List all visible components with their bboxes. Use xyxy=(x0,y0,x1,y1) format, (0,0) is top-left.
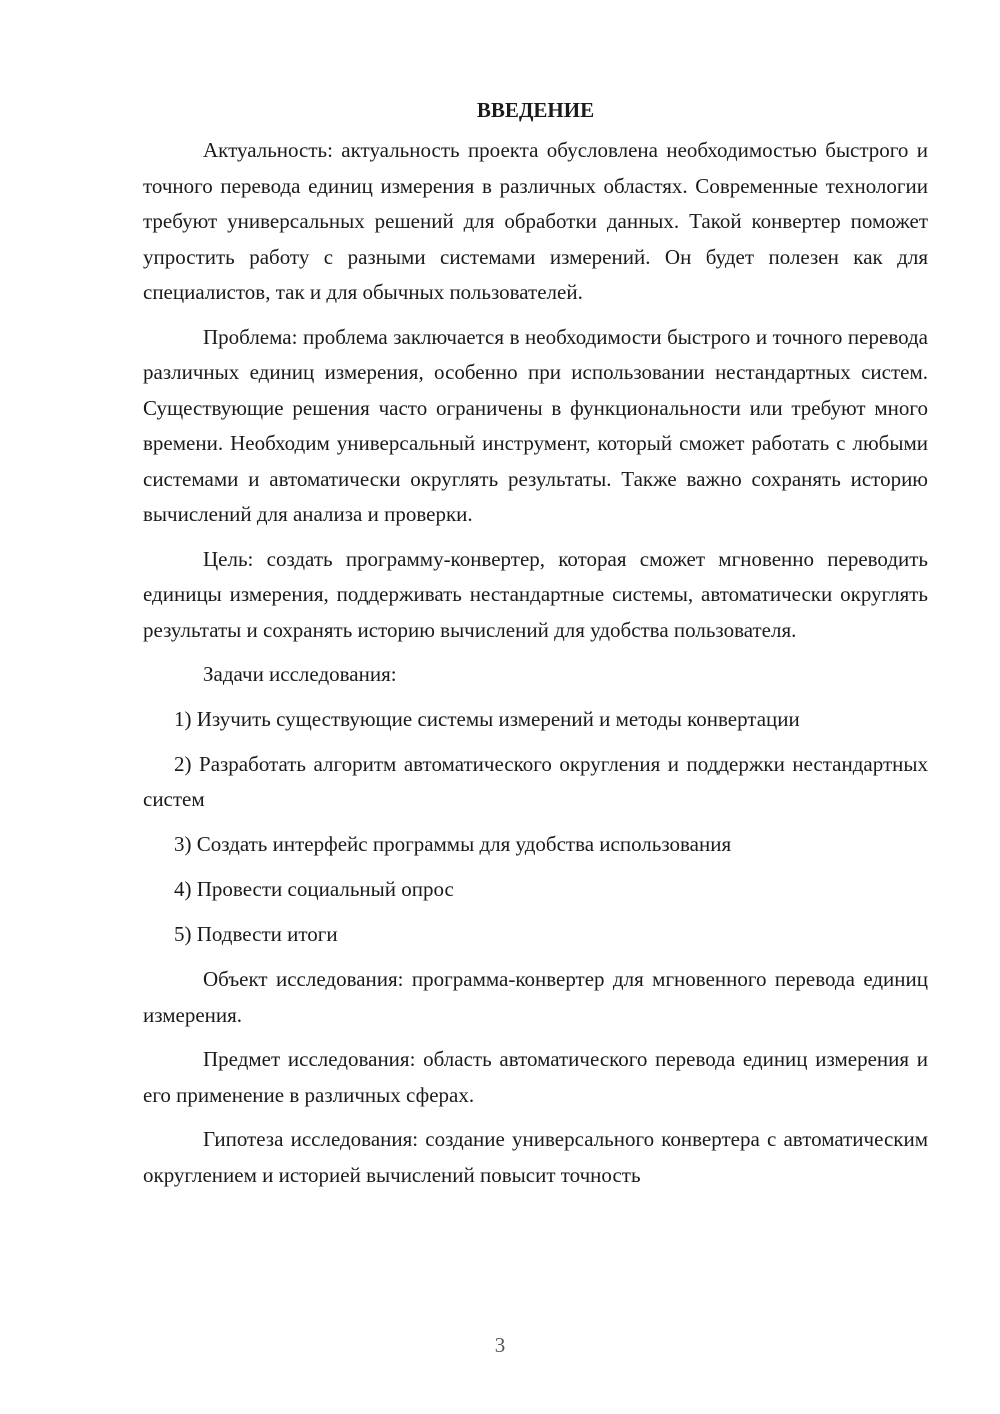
page-number: 3 xyxy=(494,1333,506,1357)
task-item: 5) Подвести итоги xyxy=(174,922,338,946)
paragraph-hypothesis: Гипотеза исследования: создание универсального конвертера с автоматическим округлением и историей вычислений повысит точность xyxy=(143,1127,928,1187)
paragraph-goal: Цель: создать программу-конвертер, которая сможет мгновенно переводить единицы измерения, поддерживать нестандартные системы, автоматически округлять результаты и сохранять историю вычислений для удобства пользователя. xyxy=(143,546,928,642)
tasks-heading: Задачи исследования: xyxy=(203,662,397,686)
paragraph-relevance: Актуальность: актуальность проекта обусловлена необходимостью быстрого и точного перевода единиц измерения в различных областях. Современные технологии требуют универсальных решений для обработки данных. Такой конвертер поможет упростить работу с разными системами измерений. Он будет полезен как для специалистов, так и для обычных пользователей. xyxy=(143,138,928,304)
task-item: 4) Провести социальный опрос xyxy=(174,877,454,901)
paragraph-problem: Проблема: проблема заключается в необходимости быстрого и точного перевода различных единиц измерения, особенно при использовании нестандартных систем. Существующие решения часто ограничены в функциональности или требуют много времени. Необходим универсальный инструмент, который сможет работать с любыми системами и автоматически округлять результаты. Также важно сохранять историю вычислений для анализа и проверки. xyxy=(143,324,928,526)
section-title: ВВЕДЕНИЕ xyxy=(476,98,595,122)
paragraph-object: Объект исследования: программа-конвертер для мгновенного перевода единиц измерения. xyxy=(143,967,928,1027)
task-item: 2) Разработать алгоритм автоматического округления и поддержки нестандартных систем xyxy=(143,751,928,811)
task-item: 1) Изучить существующие системы измерений и методы конвертации xyxy=(174,706,800,731)
document-page xyxy=(143,96,928,1202)
paragraph-subject: Предмет исследования: область автоматического перевода единиц измерения и его применение в различных сферах. xyxy=(143,1047,928,1107)
task-item: 3) Создать интерфейс программы для удобства использования xyxy=(174,832,732,856)
